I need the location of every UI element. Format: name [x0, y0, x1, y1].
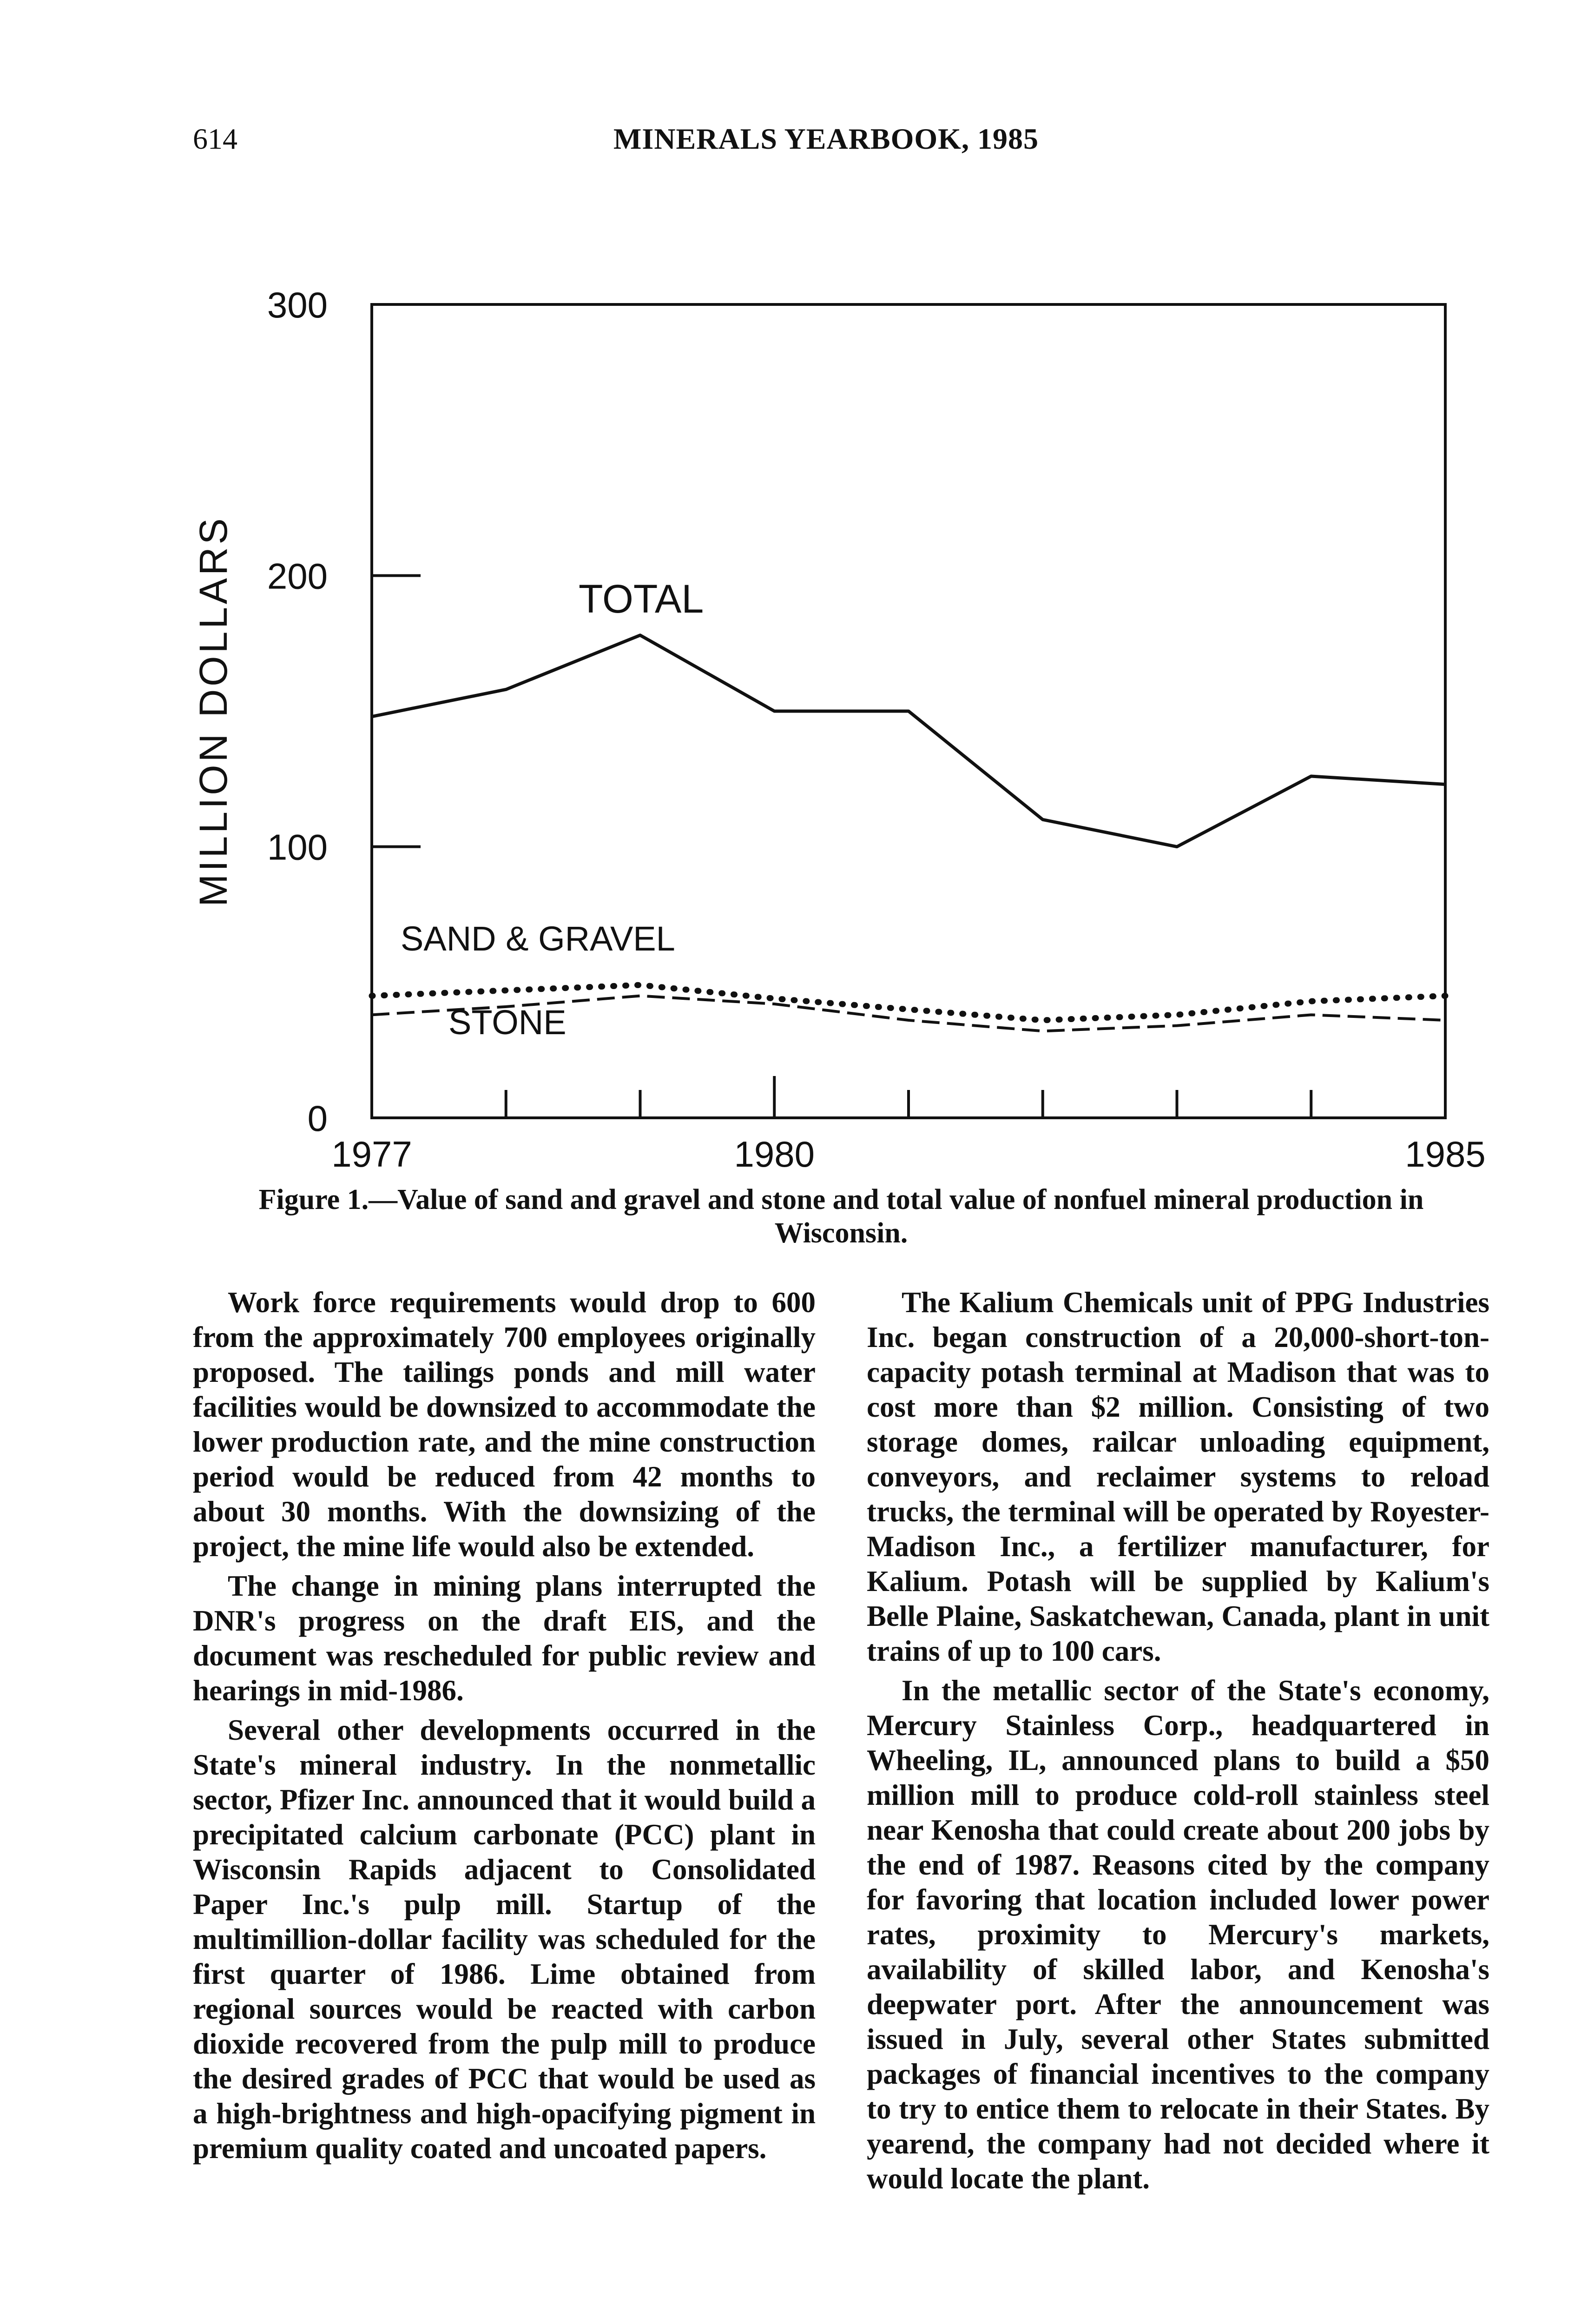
left-column	[193, 1285, 816, 2201]
x-tick-label: 1985	[1405, 1134, 1486, 1171]
paragraph: In the metallic sector of the State's economy, Mercury Stainless Corp., headquartered in Wheeling, IL, announced plans to build a $50 million mill to produce cold-roll stainless steel near Kenosha that could create about 200 jobs by the end of 1987. Reasons cited by the company for favoring that location included lower power rates, proximity to Mercury's markets, availability of skilled labor, and Kenosha's deepwater port. After the announcement was issued in July, several other States submitted packages of financial incentives to the company to try to entice them to relocate in their States. By yearend, the company had not decided where it would locate the plant.	[867, 1674, 1489, 2195]
x-tick-label: 1980	[734, 1134, 815, 1171]
right-column	[867, 1285, 1489, 2201]
y-tick-label: 100	[267, 826, 328, 868]
y-tick-label: 0	[307, 1098, 328, 1139]
paragraph: Several other developments occurred in the State's mineral industry. In the nonmetallic sector, Pfizer Inc. announced that it would build a precipitated calcium carbonate (PCC) plant in Wisconsin Rapids adjacent to Consolidated Paper Inc.'s pulp mill. Startup of the multimillion-dollar facility was scheduled for the first quarter of 1986. Lime obtained from regional sources would be reacted with carbon dioxide recovered from the pulp mill to produce the desired grades of PCC that would be used as a high-brightness and high-opacifying pigment in premium quality coated and uncoated papers.	[193, 1714, 816, 2165]
page-number: 614	[193, 122, 237, 155]
series-label-sand-gravel: SAND & GRAVEL	[401, 919, 675, 958]
x-tick-label: 1977	[331, 1134, 412, 1171]
series-label-stone: STONE	[448, 1003, 567, 1042]
y-tick-label: 200	[267, 555, 328, 597]
series-line-total	[372, 635, 1445, 847]
paragraph: The Kalium Chemicals unit of PPG Industries Inc. began construction of a 20,000-short-ton-capacity potash terminal at Madison that was to cost more than $2 million. Consisting of two storage domes, railcar unloading equipment, conveyors, and reclaimer systems to reload trucks, the terminal will be operated by Royester-Madison Inc., a fertilizer manufacturer, for Kalium. Potash will be supplied by Kalium's Belle Plaine, Saskatchewan, Canada, plant in unit trains of up to 100 cars.	[867, 1286, 1489, 1667]
body-text	[193, 1285, 1489, 2201]
y-axis-label: MILLION DOLLARS	[191, 515, 235, 907]
running-header-title: MINERALS YEARBOOK, 1985	[613, 122, 1039, 155]
paragraph: Work force requirements would drop to 600 from the approximately 700 employees originally proposed. The tailings ponds and mill water facilities would be downsized to accommodate the lower production rate, and the mine construction period would be reduced from 42 months to about 30 months. With the downsizing of the project, the mine life would also be extended.	[193, 1286, 816, 1563]
series-label-total: TOTAL	[579, 577, 704, 621]
figure-caption: Figure 1.—Value of sand and gravel and stone and total value of nonfuel mineral production in Wisconsin.	[258, 1184, 1424, 1249]
y-tick-label: 300	[267, 284, 328, 325]
paragraph: The change in mining plans interrupted the DNR's progress on the draft EIS, and the document was rescheduled for public review and hearings in mid-1986.	[193, 1570, 816, 1707]
